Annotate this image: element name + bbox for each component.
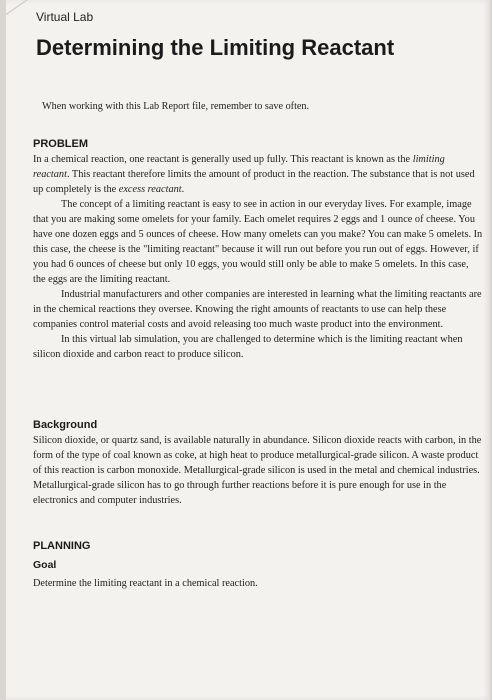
page-title: Determining the Limiting Reactant	[36, 35, 395, 60]
background-section	[33, 417, 483, 508]
term-limiting-reactant: limiting reactant	[33, 154, 445, 180]
save-reminder: When working with this Lab Report file, remember to save often.	[42, 101, 310, 112]
problem-paragraph-4: In this virtual lab simulation, you are challenged to determine which is the limiting reactant when silicon dioxide and carbon react to produce silicon.	[33, 334, 463, 360]
background-heading: Background	[33, 419, 98, 431]
problem-heading: PROBLEM	[33, 138, 88, 150]
problem-paragraph-3: Industrial manufacturers and other companies are interested in learning what the limiting reactants are in the chemical reactions they oversee. Knowing the right amounts of reactants to use can help these companies control material costs and avoid releasing too much waste product into the environment.	[33, 289, 482, 330]
problem-section	[33, 136, 483, 362]
goal-text: Determine the limiting reactant in a chemical reaction.	[33, 578, 258, 589]
document-page	[6, 0, 490, 700]
lab-kicker: Virtual Lab	[36, 10, 94, 24]
planning-heading: PLANNING	[33, 540, 91, 552]
term-excess-reactant: excess reactant	[118, 184, 182, 195]
problem-paragraph-1: In a chemical reaction, one reactant is generally used up fully. This reactant is known as the limiting reactant. This reactant therefore limits the amount of product in the reaction. The substance that is not used up completely is the excess reactant.	[33, 154, 475, 195]
goal-heading: Goal	[33, 559, 57, 571]
planning-section	[33, 538, 483, 591]
background-paragraph: Silicon dioxide, or quartz sand, is available naturally in abundance. Silicon dioxide reacts with carbon, in the form of the type of coal known as coke, at high heat to produce metallurgical-grade silicon. A waste product of this reaction is carbon monoxide. Metallurgical-grade silicon is used in the metal and chemical industries. Metallurgical-grade silicon has to go through further reactions before it is pure enough for use in the electronics and computer industries.	[33, 435, 482, 506]
problem-paragraph-2: The concept of a limiting reactant is easy to see in action in our everyday lives. For example, image that you are making some omelets for your family. Each omelet requires 2 eggs and 1 ounce of cheese. You have one dozen eggs and 5 ounces of cheese. How many omelets can you make? You can make 5 omelets. In this case, the cheese is the "limiting reactant" because it will run out before you run out of eggs. However, if you had 6 ounces of cheese but only 10 eggs, you would still only be able to make 5 omelets. In this case, the eggs are the limiting reactant.	[33, 199, 483, 285]
